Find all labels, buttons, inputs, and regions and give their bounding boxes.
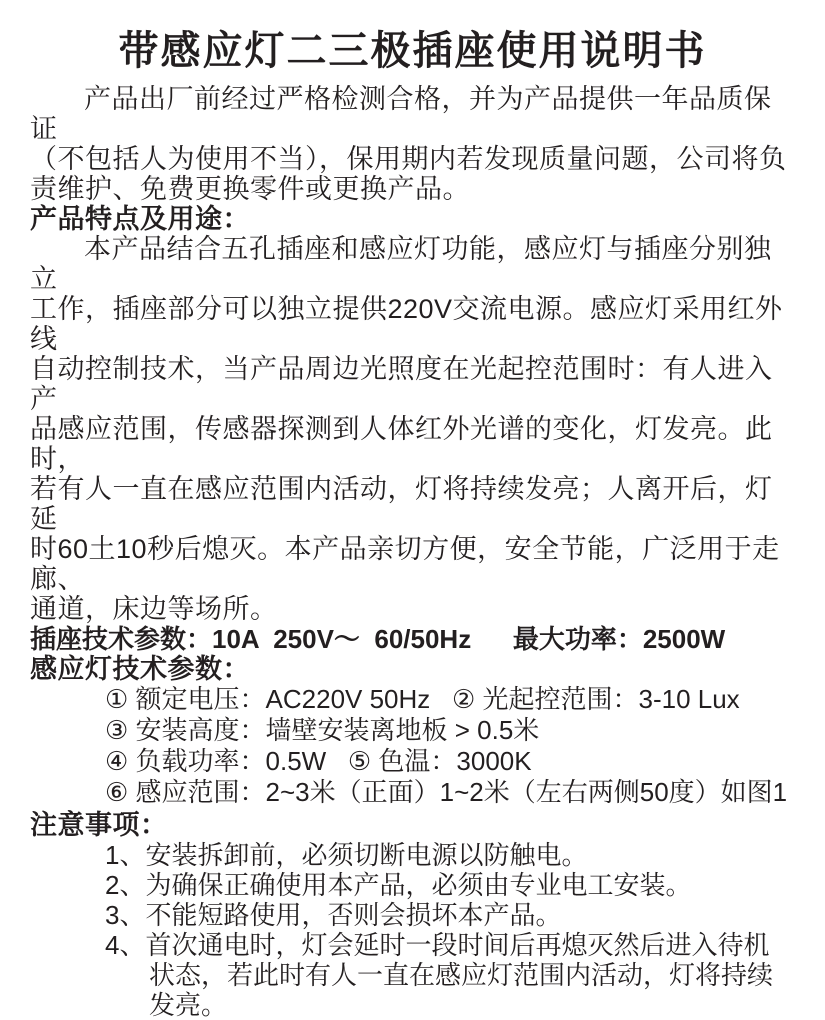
socket-params-value: 10A 250V～ 60/50Hz (212, 624, 472, 654)
text-line: 产品出厂前经过严格检测合格，并为产品提供一年品质保证 (30, 84, 772, 144)
features-paragraph (30, 234, 795, 624)
max-power-value: 2500W (642, 624, 726, 654)
max-power-label: 最大功率： (512, 624, 643, 654)
text-line: 责维护、免费更换零件或更换产品。 (30, 174, 470, 204)
intro-paragraph (30, 84, 795, 204)
text-line: （不包括人为使用不当），保用期内若发现质量问题，公司将负 (30, 144, 787, 174)
note-item-continuation: 状态，若此时有人一直在感应灯范围内活动，灯将持续 (149, 960, 774, 990)
notes-heading: 注意事项： (30, 810, 168, 840)
socket-params-line (30, 624, 795, 654)
features-heading: 产品特点及用途： (30, 204, 250, 234)
doc-title: 带感应灯二三极插座使用说明书 (118, 29, 707, 73)
text-line: 若有人一直在感应范围内活动，灯将持续发亮；人离开后，灯延 (30, 474, 773, 534)
note-item: 2、为确保正确使用本产品，必须由专业电工安装。 (105, 870, 692, 900)
text-line: 通道，床边等场所。 (30, 594, 278, 624)
text-line: 本产品结合五孔插座和感应灯功能，感应灯与插座分别独立 (30, 234, 772, 294)
socket-params-label: 插座技术参数： (30, 624, 213, 654)
note-item: 3、不能短路使用，否则会损坏本产品。 (105, 900, 562, 930)
note-item: 1、安装拆卸前，必须切断电源以防触电。 (105, 840, 588, 870)
notes-list (30, 840, 795, 1020)
note-item: 4、首次通电时，灯会延时一段时间后再熄灭然后进入待机 (105, 930, 770, 960)
text-line: 工作，插座部分可以独立提供220V交流电源。感应灯采用红外线 (30, 294, 783, 354)
sensor-param-item: ④ 负载功率：0.5W ⑤ 色温：3000K (105, 746, 532, 776)
text-line: 品感应范围，传感器探测到人体红外光谱的变化，灯发亮。此时， (30, 414, 773, 474)
sensor-params-heading: 感应灯技术参数： (30, 654, 250, 684)
sensor-params-list (30, 684, 795, 808)
note-item-continuation: 发亮。 (149, 990, 228, 1020)
text-line: 时60土10秒后熄灭。本产品亲切方便，安全节能，广泛用于走廊、 (30, 534, 780, 594)
sensor-param-item: ③ 安装高度：墙壁安装离地板 > 0.5米 (105, 715, 540, 745)
text-line: 自动控制技术，当产品周边光照度在光起控范围时：有人进入产 (30, 354, 773, 414)
sensor-param-item: ⑥ 感应范围：2~3米（正面）1~2米（左右两侧50度）如图1 (105, 777, 788, 807)
sensor-param-item: ① 额定电压：AC220V 50Hz ② 光起控范围：3-10 Lux (105, 684, 740, 714)
